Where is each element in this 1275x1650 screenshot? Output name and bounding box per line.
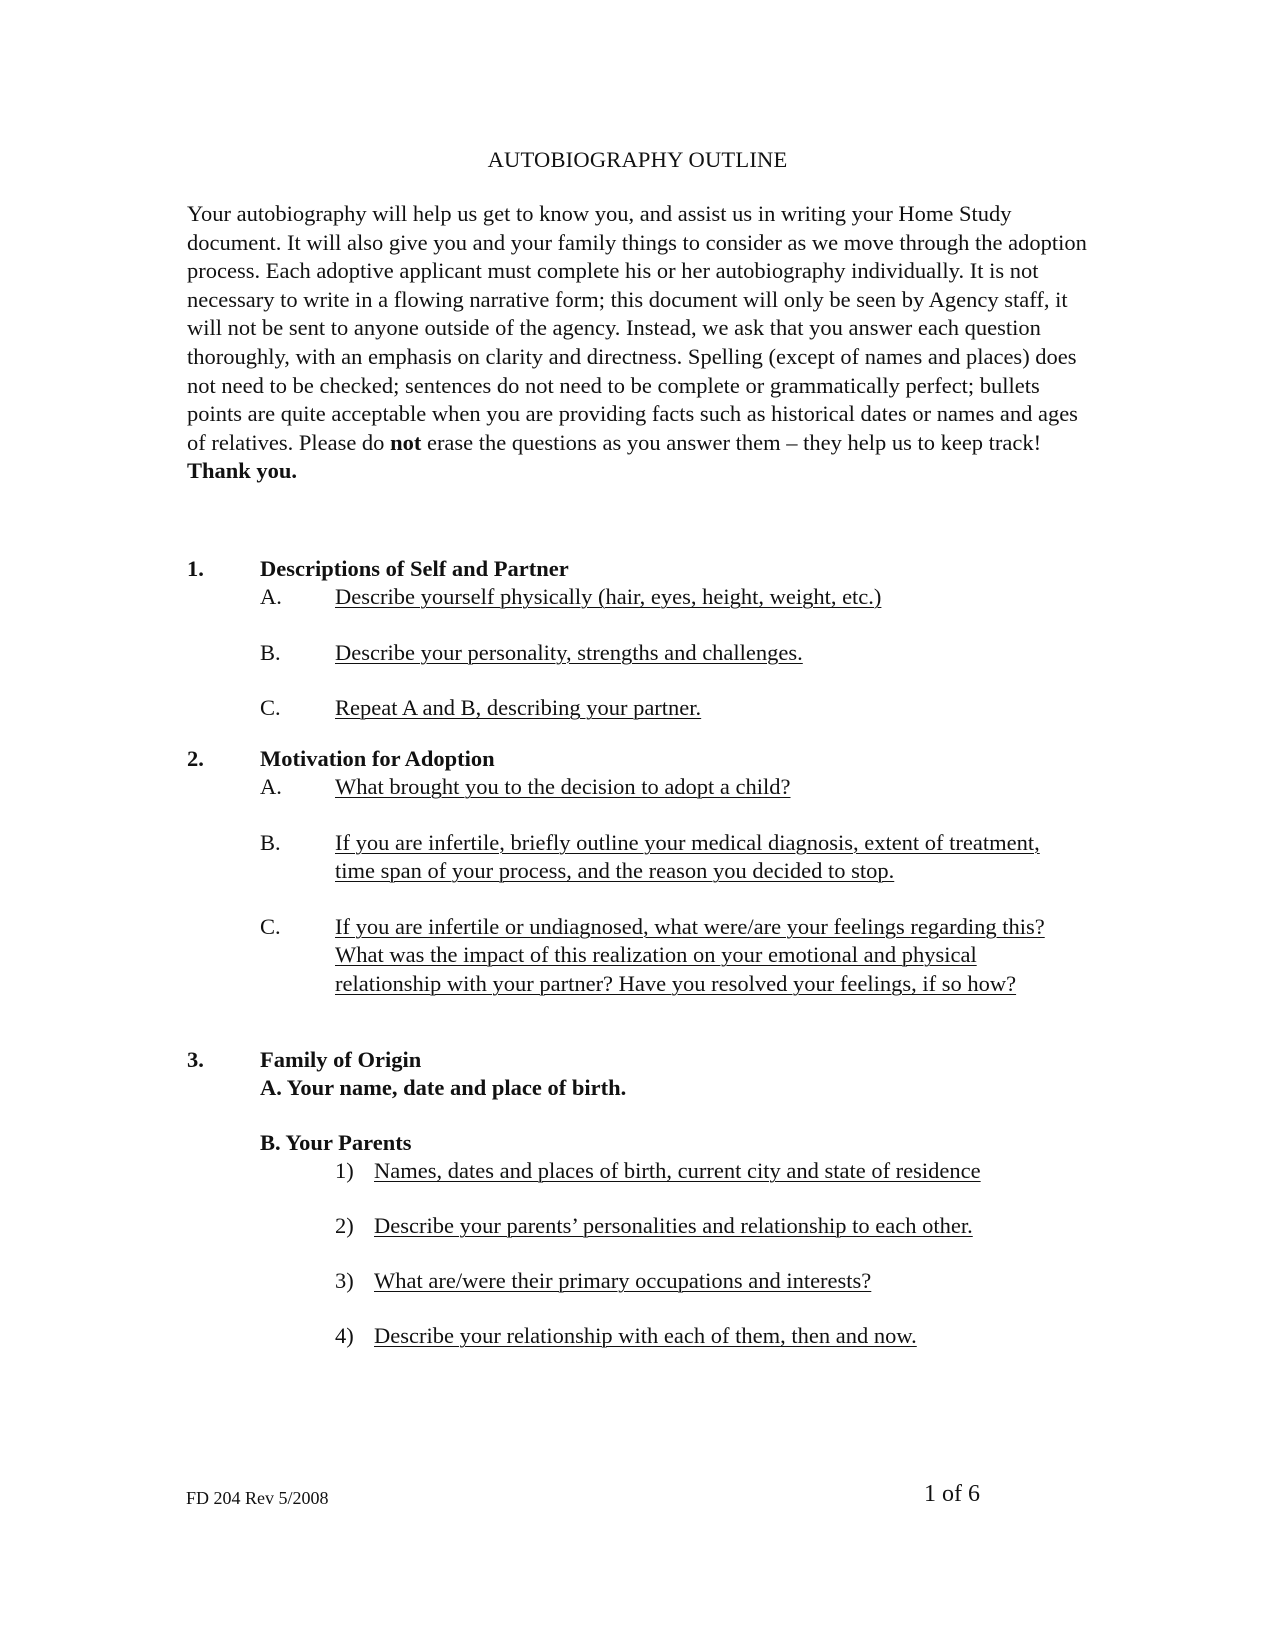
- section-heading: [187, 745, 1087, 773]
- page-number: 1 of 6: [924, 1481, 980, 1507]
- subsection-name-birth: A. Your name, date and place of birth.: [260, 1075, 627, 1100]
- intro-thank-you: Thank you.: [187, 458, 298, 484]
- item-question: If you are infertile or undiagnosed, what were/are your feelings regarding this? What was the impact of this realization on your emotional and physical relationship with your partner? Have you resolved your feelings, if so how?: [335, 913, 1045, 996]
- section-number: 3.: [187, 1047, 204, 1072]
- list-item: [187, 694, 1087, 723]
- item-question: Describe yourself physically (hair, eyes, height, weight, etc.): [335, 584, 882, 609]
- subsection-parents: B. Your Parents: [260, 1130, 412, 1155]
- section-heading: [187, 555, 1087, 583]
- intro-text-end: erase the questions as you answer them – they help us to keep track!: [421, 429, 1042, 455]
- list-item: [187, 1322, 1087, 1350]
- intro-paragraph: [187, 200, 1087, 486]
- section-number: 1.: [187, 556, 204, 581]
- item-question: Describe your parents’ personalities and relationship to each other.: [374, 1213, 973, 1238]
- list-item: [187, 913, 1087, 999]
- section-heading: [187, 1046, 1087, 1074]
- intro-not-emphasis: not: [390, 429, 422, 455]
- intro-text-start: Your autobiography will help us get to know you, and assist us in writing your Home Study document. It will also give you and your family things to consider as we move through the adoption process. Each adoptive applicant must complete his or her autobiography individually. It is not necessary to write in a flowing narrative form; this document will only be seen by Agency staff, it will not be sent to anyone outside of the agency. Instead, we ask that you answer each question thoroughly, with an emphasis on clarity and directness. Spelling (except of names and places) does not need to be checked; sentences do not need to be complete or grammatically perfect; bullets points are quite acceptable when you are providing facts such as historical dates or names and ages of relatives. Please do: [187, 201, 1087, 455]
- form-id: FD 204 Rev 5/2008: [186, 1488, 329, 1508]
- section-title: Family of Origin: [260, 1047, 422, 1072]
- page-title: AUTOBIOGRAPHY OUTLINE: [487, 147, 788, 172]
- item-number: 3): [335, 1268, 354, 1293]
- section-number: 2.: [187, 746, 204, 771]
- section-motivation: [187, 745, 1087, 999]
- list-item: [187, 1267, 1087, 1295]
- item-letter: C.: [260, 913, 281, 939]
- item-number: 4): [335, 1323, 354, 1348]
- section-family-origin: [187, 1046, 1087, 1350]
- item-question: Describe your relationship with each of them, then and now.: [374, 1323, 917, 1348]
- list-item: [187, 583, 1087, 612]
- list-item: [187, 773, 1087, 802]
- item-number: 1): [335, 1158, 354, 1183]
- item-question: What brought you to the decision to adopt a child?: [335, 774, 791, 799]
- section-title: Descriptions of Self and Partner: [260, 556, 569, 581]
- item-question: What are/were their primary occupations and interests?: [374, 1268, 872, 1293]
- list-item: [187, 1212, 1087, 1240]
- item-letter: B.: [260, 829, 281, 855]
- item-letter: B.: [260, 639, 281, 665]
- item-letter: C.: [260, 695, 281, 721]
- item-question: Describe your personality, strengths and challenges.: [335, 639, 803, 665]
- list-item: [187, 829, 1087, 886]
- section-self-partner: [187, 555, 1087, 723]
- item-letter: A.: [260, 774, 282, 799]
- item-number: 2): [335, 1213, 354, 1238]
- list-item: [187, 639, 1087, 668]
- item-question: If you are infertile, briefly outline your medical diagnosis, extent of treatment, time span of your process, and the reason you decided to stop.: [335, 829, 1040, 884]
- item-letter: A.: [260, 584, 282, 609]
- item-question: Repeat A and B, describing your partner.: [335, 695, 702, 721]
- section-title: Motivation for Adoption: [260, 746, 495, 771]
- item-question: Names, dates and places of birth, current city and state of residence: [374, 1158, 981, 1183]
- list-item: [187, 1157, 1087, 1185]
